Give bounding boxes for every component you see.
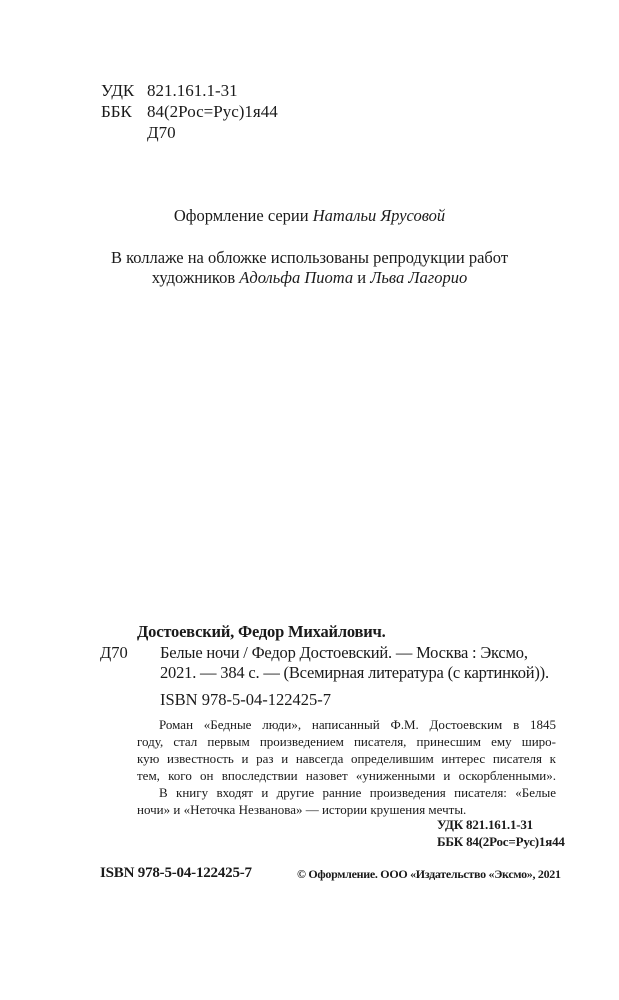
series-designer-name: Натальи Ярусовой — [312, 206, 446, 225]
annotation-line: Роман «Бедные люди», написанный Ф.М. Достоевским в 1845 — [159, 717, 556, 732]
bbk-label: ББК — [101, 102, 132, 121]
bib-author-heading: Достоевский, Федор Михайлович. — [137, 622, 386, 641]
annotation-line: ночи» и «Неточка Незванова» — истории крушения мечты. — [137, 802, 467, 817]
bib-line-1: Белые ночи / Федор Достоевский. — Москва : Эксмо, — [160, 643, 528, 662]
collage-credit-line2 — [0, 268, 619, 288]
bib-mark: Д70 — [100, 643, 128, 662]
annotation — [137, 716, 556, 818]
artists-conjunction: и — [357, 268, 367, 287]
footer-copyright: © Оформление. ООО «Издательство «Эксмо», 2021 — [297, 867, 561, 881]
bib-isbn: ISBN 978-5-04-122425-7 — [160, 690, 331, 709]
annotation-line: году, стал первым произведением писателя, принесшим ему широ- — [137, 734, 556, 749]
author-mark: Д70 — [147, 123, 176, 142]
series-design-prefix: Оформление серии — [173, 206, 309, 225]
artist-lagorio: Льва Лагорио — [370, 268, 468, 287]
artist-piot: Адольфа Пиота — [239, 268, 354, 287]
udk-small: УДК 821.161.1-31 — [437, 817, 533, 832]
bbk-small: ББК 84(2Рос=Рус)1я44 — [437, 834, 565, 849]
bbk-value: 84(2Рос=Рус)1я44 — [147, 102, 278, 121]
udk-value: 821.161.1-31 — [147, 81, 238, 100]
collage-credit-line1: В коллаже на обложке использованы репродукции работ — [110, 248, 509, 267]
collage-artists-prefix: художников — [151, 268, 236, 287]
annotation-line: тем, кого он впоследствии назовет «униженными и оскорбленными». — [137, 768, 556, 783]
bib-line-2: 2021. — 384 с. — (Всемирная литература (с картинкой)). — [160, 663, 549, 682]
udk-label: УДК — [101, 81, 135, 100]
series-design-credit — [0, 206, 619, 226]
annotation-line: В книгу входят и другие ранние произведения писателя: «Белые — [159, 785, 556, 800]
footer-isbn: ISBN 978-5-04-122425-7 — [100, 865, 252, 881]
annotation-line: кую известность и раз и навсегда определившим интерес писателя к — [137, 751, 556, 766]
